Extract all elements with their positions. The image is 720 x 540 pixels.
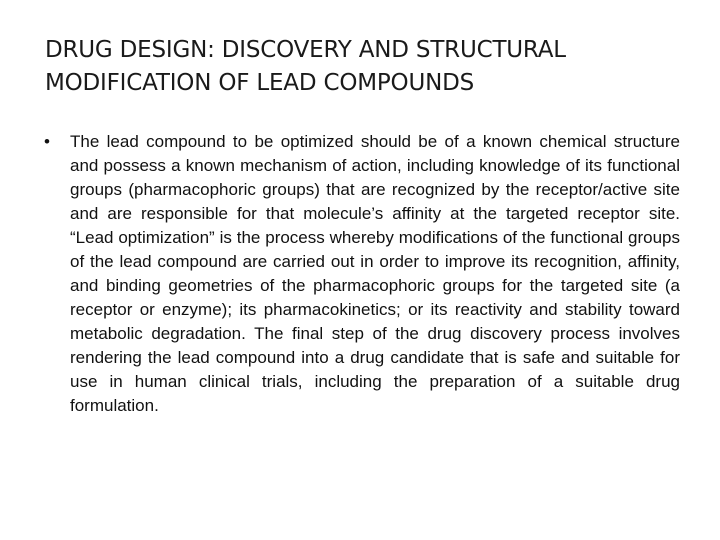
bullet-icon: •	[44, 132, 50, 151]
slide-title: DRUG DESIGN: DISCOVERY AND STRUCTURAL MODIFICATION OF LEAD COMPOUNDS	[45, 37, 566, 96]
bullet-text: The lead compound to be optimized should be of a known chemical structure and possess a known mechanism of action, including knowledge of its functional groups (pharmacophoric groups) that are recognized by the receptor/active site and are responsible for that molecule’s affinity at the targeted receptor site. “Lead optimization” is the process whereby modifications of the functional groups of the lead compound are carried out in order to improve its recognition, affinity, and binding geometries of the pharmacophoric groups for the targeted site (a receptor or enzyme); its pharmacokinetics; or its reactivity and stability toward metabolic degradation. The final step of the drug discovery process involves rendering the lead compound into a drug candidate that is safe and suitable for use in human clinical trials, including the preparation of a suitable drug formulation.	[70, 132, 680, 415]
bullet-list	[44, 130, 680, 418]
bullet-item	[44, 130, 680, 418]
